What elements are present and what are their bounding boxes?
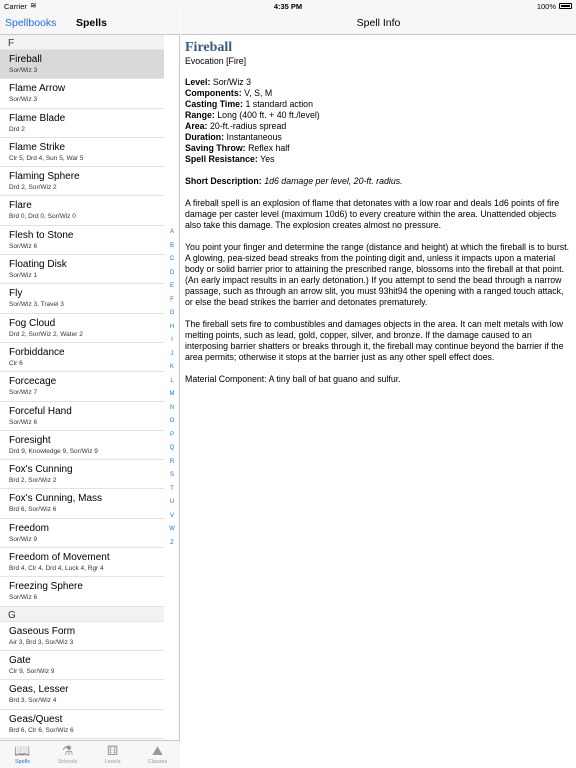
spell-levels: Clr 9, Sor/Wiz 9: [9, 667, 55, 675]
spell-row[interactable]: [0, 460, 164, 489]
battery-percent: 100%: [536, 2, 556, 11]
section-index[interactable]: [166, 229, 178, 553]
section-header-g: G: [0, 607, 164, 622]
spell-levels: Brd 6, Sor/Wiz 6: [9, 506, 57, 514]
spell-field: [185, 121, 573, 132]
field-label: Components:: [185, 88, 242, 98]
spell-row[interactable]: [0, 255, 164, 284]
spell-description: [185, 198, 573, 385]
spell-field: [185, 132, 573, 143]
spell-name: Forcecage: [9, 376, 57, 388]
field-value: Yes: [260, 154, 275, 164]
spell-field: [185, 88, 573, 99]
spell-name: Geas, Lesser: [9, 684, 69, 696]
index-letter-n[interactable]: N: [169, 404, 175, 411]
spell-name: Flesh to Stone: [9, 229, 74, 241]
field-label: Level:: [185, 77, 211, 87]
spell-name: Forceful Hand: [9, 405, 72, 417]
tab-schools[interactable]: [45, 743, 90, 765]
spell-row[interactable]: [0, 548, 164, 577]
index-letter-l[interactable]: L: [170, 377, 174, 384]
spell-list-pane: [0, 12, 180, 768]
spell-name: Geas/Quest: [9, 713, 63, 725]
field-label: Saving Throw:: [185, 143, 246, 153]
field-label: Range:: [185, 110, 215, 120]
spell-levels: Sor/Wiz 6: [9, 594, 38, 602]
spell-name: Foresight: [9, 434, 51, 446]
index-letter-t[interactable]: T: [170, 485, 174, 492]
index-letter-z[interactable]: Z: [170, 539, 174, 546]
spell-name: Flare: [9, 200, 32, 212]
spell-name: Floating Disk: [9, 259, 67, 271]
spell-row[interactable]: [0, 489, 164, 518]
spellbooks-button[interactable]: Spellbooks: [5, 17, 57, 29]
field-value: V, S, M: [244, 88, 273, 98]
spell-row[interactable]: [0, 196, 164, 225]
left-nav-bar: [0, 12, 180, 35]
index-letter-q[interactable]: Q: [169, 445, 175, 451]
school-icon: ⚗: [61, 743, 74, 758]
spell-levels: Drd 2, Sor/Wiz 2, Water 2: [9, 330, 83, 338]
spell-name: Freedom: [9, 522, 50, 534]
spell-levels: Air 3, Brd 3, Sor/Wiz 3: [9, 638, 74, 646]
spell-levels: Sor/Wiz 1: [9, 272, 38, 280]
short-description: [185, 176, 573, 187]
wifi-icon: ≋: [30, 1, 37, 10]
spell-row[interactable]: [0, 577, 164, 606]
tab-label: Levels: [104, 759, 121, 765]
field-value: Sor/Wiz 3: [212, 77, 252, 87]
spell-row[interactable]: [0, 651, 164, 680]
spell-row[interactable]: [0, 50, 164, 79]
spell-field: [185, 110, 573, 121]
spell-row[interactable]: [0, 431, 164, 460]
spell-name: Flaming Sphere: [9, 171, 80, 183]
field-label: Area:: [185, 121, 208, 131]
spell-row[interactable]: [0, 343, 164, 372]
spell-levels: Brd 3, Sor/Wiz 4: [9, 697, 57, 705]
spell-name: Fox's Cunning, Mass: [9, 493, 103, 505]
spell-name: Flame Blade: [9, 112, 66, 124]
spell-levels: Sor/Wiz 6: [9, 242, 38, 250]
tab-label: Spells: [15, 759, 30, 765]
spell-name: Fox's Cunning: [9, 464, 73, 476]
index-letter-e[interactable]: E: [169, 283, 174, 289]
spell-levels: Sor/Wiz 3: [9, 67, 38, 74]
book-icon: 📖: [14, 743, 31, 758]
spell-row[interactable]: [0, 519, 164, 548]
field-value: Instantaneous: [226, 132, 282, 142]
tab-levels[interactable]: [90, 743, 135, 765]
spell-row[interactable]: [0, 226, 164, 255]
spell-levels: Drd 2: [9, 125, 25, 133]
tab-label: Classes: [147, 759, 168, 765]
index-letter-j[interactable]: J: [170, 350, 174, 357]
spell-levels: Brd 2, Sor/Wiz 2: [9, 477, 57, 485]
field-value: 1 standard action: [245, 99, 313, 109]
levels-icon: ⚅: [106, 743, 119, 758]
description-paragraph: The fireball sets fire to combustibles and damages objects in the area. It can melt metals with low melting points, such as lead, gold, copper, silver, and bronze. If the damage caused to an interposing barrier shatters or breaks through it, the fireball may continue beyond the barrier if the area permits; otherwise it stops at the barrier just as any other spell effect does.: [185, 319, 564, 362]
right-nav-bar: [181, 12, 576, 35]
spell-name: Forbiddance: [9, 346, 65, 358]
index-letter-i[interactable]: I: [171, 337, 173, 343]
tab-spells[interactable]: [0, 743, 45, 765]
spell-name: Fly: [9, 288, 23, 300]
left-nav-title: Spells: [76, 17, 107, 29]
index-letter-u[interactable]: U: [169, 499, 175, 505]
spell-row[interactable]: [0, 79, 164, 108]
carrier-label: Carrier: [4, 2, 27, 11]
spell-row[interactable]: [0, 710, 164, 739]
spell-row[interactable]: [0, 372, 164, 401]
spell-title: Fireball: [185, 40, 233, 55]
tab-classes[interactable]: [135, 743, 180, 765]
spell-name: Freedom of Movement: [9, 552, 110, 564]
spell-levels: Sor/Wiz 9: [9, 535, 38, 543]
field-label: Casting Time:: [185, 99, 244, 109]
short-description-value: 1d6 damage per level, 20-ft. radius.: [264, 176, 403, 186]
spell-name: Flame Arrow: [9, 83, 66, 95]
battery-icon: [559, 3, 572, 9]
spell-row[interactable]: [0, 138, 164, 167]
spell-fields: [185, 77, 573, 165]
index-letter-s[interactable]: S: [169, 472, 174, 478]
spell-levels: Sor/Wiz 3, Travel 3: [9, 301, 64, 309]
index-letter-h[interactable]: H: [169, 323, 175, 330]
description-paragraph: You point your finger and determine the range (distance and height) at which the fireball is to burst. A glowing, pea-sized bead streaks from the pointing digit and, unless it impacts upon a material body or solid barrier prior to attaining the prescribed range, blossoms into the fireball at that point. (An early impact results in an early detonation.) If you attempt to send the bead through a narrow passage, such as through an arrow slit, you must 93hit94 the opening with a ranged touch attack, or else the bead strikes the barrier and detonates prematurely.: [185, 242, 570, 307]
index-letter-m[interactable]: M: [169, 391, 175, 397]
spell-row[interactable]: [0, 314, 164, 343]
detail-nav-title: Spell Info: [356, 17, 401, 29]
spell-name: Freezing Sphere: [9, 581, 83, 593]
spell-row[interactable]: [0, 109, 164, 138]
spell-levels: Sor/Wiz 6: [9, 418, 38, 426]
spell-name: Fireball: [9, 54, 42, 65]
spell-row[interactable]: [0, 622, 164, 651]
index-letter-o[interactable]: O: [169, 418, 175, 424]
spell-field: [185, 77, 573, 88]
index-letter-p[interactable]: P: [169, 431, 174, 438]
field-label: Spell Resistance:: [185, 154, 258, 164]
spell-row[interactable]: [0, 402, 164, 431]
spell-levels: Brd 0, Drd 0, Sor/Wiz 0: [9, 213, 76, 221]
spell-field: [185, 143, 573, 154]
index-letter-b[interactable]: B: [169, 242, 174, 249]
spell-name: Gate: [9, 654, 31, 666]
spell-detail: [185, 40, 573, 385]
index-letter-g[interactable]: G: [169, 310, 175, 316]
short-description-label: Short Description:: [185, 176, 262, 186]
index-letter-f[interactable]: F: [170, 296, 174, 303]
spell-field: [185, 99, 573, 110]
tab-bar: [0, 740, 180, 768]
spell-row[interactable]: [0, 680, 164, 709]
spell-levels: Brd 6, Clr 6, Sor/Wiz 6: [9, 726, 74, 734]
index-letter-a[interactable]: A: [169, 229, 174, 235]
spell-school: Evocation [Fire]: [185, 56, 247, 66]
spell-levels: Sor/Wiz 7: [9, 389, 38, 397]
index-letter-d[interactable]: D: [169, 269, 175, 276]
spell-levels: Sor/Wiz 3: [9, 96, 38, 104]
index-letter-r[interactable]: R: [169, 458, 175, 465]
spell-row[interactable]: [0, 167, 164, 196]
spell-levels: Clr 6: [9, 359, 23, 367]
wizard-hat-icon: ⛰: [152, 743, 163, 758]
tab-label: Schools: [57, 759, 78, 765]
field-value: 20-ft.-radius spread: [209, 121, 287, 131]
spell-levels: Drd 9, Knowledge 9, Sor/Wiz 9: [9, 447, 98, 455]
description-paragraph: Material Component: A tiny ball of bat guano and sulfur.: [185, 374, 401, 384]
spell-name: Fog Cloud: [9, 317, 56, 329]
spell-field: [185, 154, 573, 165]
index-letter-c[interactable]: C: [169, 256, 175, 262]
field-value: Long (400 ft. + 40 ft./level): [217, 110, 320, 120]
section-header-f: F: [0, 35, 164, 50]
index-letter-k[interactable]: K: [169, 364, 174, 370]
spell-levels: Brd 4, Clr 4, Drd 4, Luck 4, Rgr 4: [9, 565, 104, 573]
spell-name: Flame Strike: [9, 141, 66, 153]
status-bar: [0, 0, 576, 12]
field-label: Duration:: [185, 132, 225, 142]
spell-row[interactable]: [0, 284, 164, 313]
index-letter-v[interactable]: V: [169, 512, 174, 519]
spell-name: Gaseous Form: [9, 625, 76, 637]
status-time: 4:35 PM: [273, 2, 303, 11]
index-letter-w[interactable]: W: [169, 526, 175, 532]
spell-list[interactable]: [0, 35, 164, 749]
spell-levels: Clr 5, Drd 4, Sun 5, War 5: [9, 154, 84, 162]
description-paragraph: A fireball spell is an explosion of flame that detonates with a low roar and deals 1d6 points of fire damage per caster level (maximum 10d6) to every creature within the area. Unattended objects also take this damage. The explosion creates almost no pressure.: [185, 198, 560, 230]
field-value: Reflex half: [248, 143, 290, 153]
spell-levels: Drd 2, Sor/Wiz 2: [9, 184, 57, 192]
